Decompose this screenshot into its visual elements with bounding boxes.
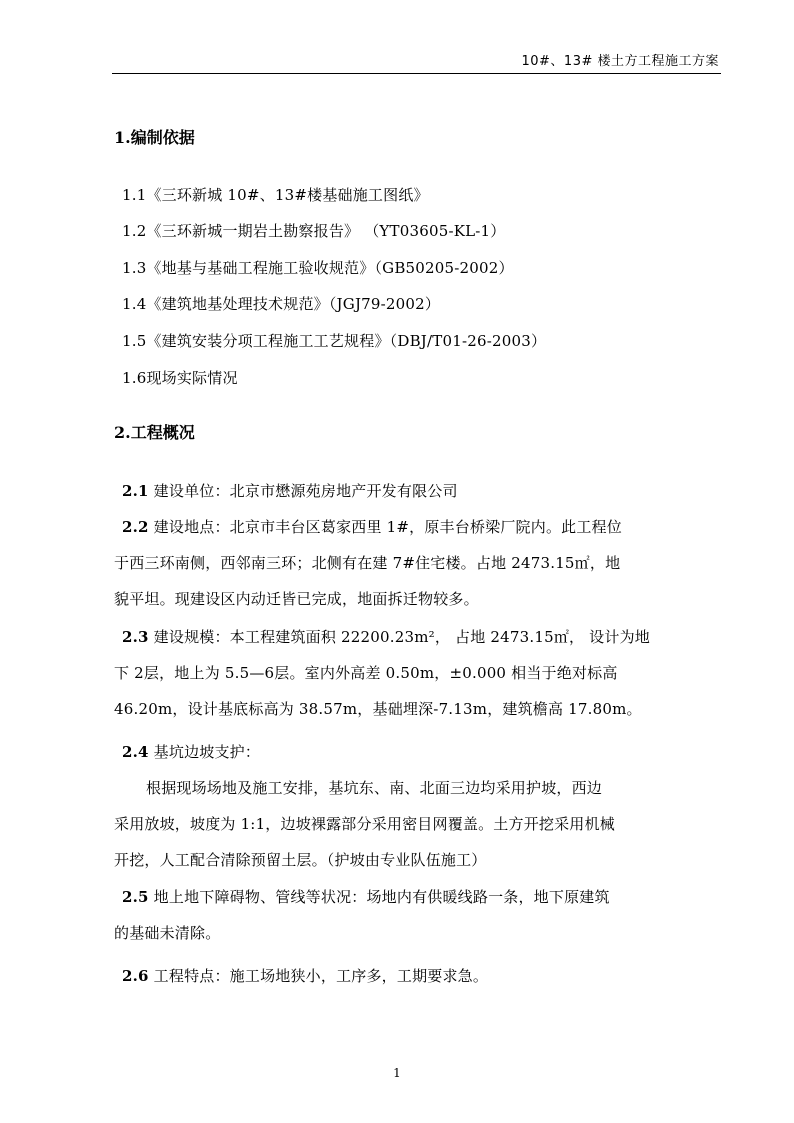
paragraph-2-4-line-2: 采用放坡，坡度为 1:1，边坡裸露部分采用密目网覆盖。土方开挖采用机械 <box>114 815 615 833</box>
paragraph-2-3-line-2: 下 2层，地上为 5.5—6层。室内外高差 0.50m，±0.000 相当于绝对标高 <box>114 664 618 682</box>
paragraph-2-5-line-2: 的基础未清除。 <box>114 924 221 942</box>
paragraph-number: 2.2 <box>122 518 149 536</box>
reference-item-2: 1.2《三环新城一期岩土勘察报告》 （YT03605-KL-1） <box>122 222 506 240</box>
paragraph-2-4-heading <box>122 741 260 762</box>
paragraph-text: 工程特点：施工场地狭小，工序多，工期要求急。 <box>148 967 489 985</box>
reference-item-6: 1.6现场实际情况 <box>122 369 238 387</box>
paragraph-number: 2.6 <box>122 967 149 985</box>
reference-item-4: 1.4《建筑地基处理技术规范》（JGJ79-2002） <box>122 295 441 313</box>
paragraph-text: 基坑边坡支护： <box>148 743 261 761</box>
paragraph-2-3-line-3: 46.20m，设计基底标高为 38.57m，基础埋深-7.13m，建筑檐高 17.80m。 <box>114 700 642 718</box>
header-rule <box>112 73 721 74</box>
paragraph-2-4-line-3: 开挖，人工配合清除预留土层。（护坡由专业队伍施工） <box>114 851 487 869</box>
page-number: 1 <box>393 1066 401 1080</box>
section-heading-2: 2.工程概况 <box>114 423 195 442</box>
paragraph-number: 2.1 <box>122 482 149 500</box>
paragraph-text: 建设单位：北京市懋源苑房地产开发有限公司 <box>148 482 458 500</box>
reference-item-5: 1.5《建筑安装分项工程施工工艺规程》（DBJ/T01-26-2003） <box>122 332 547 350</box>
paragraph-text: 建设地点：北京市丰台区葛家西里 1#，原丰台桥梁厂院内。此工程位 <box>148 518 622 536</box>
paragraph-number: 2.3 <box>122 628 149 646</box>
paragraph-2-4-line-1: 根据现场场地及施工安排，基坑东、南、北面三边均采用护坡，西边 <box>146 779 603 797</box>
section-heading-1: 1.编制依据 <box>114 128 195 147</box>
paragraph-number: 2.4 <box>122 743 149 761</box>
paragraph-text: 建设规模：本工程建筑面积 22200.23m²， 占地 2473.15㎡， 设计为地 <box>148 628 650 646</box>
paragraph-text: 地上地下障碍物、管线等状况：场地内有供暖线路一条，地下原建筑 <box>148 888 610 906</box>
paragraph-2-2-line-1 <box>122 516 622 537</box>
reference-item-1: 1.1《三环新城 10#、13#楼基础施工图纸》 <box>122 186 429 204</box>
paragraph-number: 2.5 <box>122 888 149 906</box>
paragraph-2-6 <box>122 965 488 986</box>
paragraph-2-2-line-3: 貌平坦。现建设区内动迁皆已完成，地面拆迁物较多。 <box>114 590 479 608</box>
paragraph-2-2-line-2: 于西三环南侧，西邻南三环；北侧有在建 7#住宅楼。占地 2473.15㎡，地 <box>114 554 621 572</box>
paragraph-2-3-line-1 <box>122 626 650 647</box>
reference-item-3: 1.3《地基与基础工程施工验收规范》（GB50205-2002） <box>122 259 514 277</box>
paragraph-2-5-line-1 <box>122 886 610 907</box>
header-title: 10#、13# 楼土方工程施工方案 <box>521 54 719 69</box>
paragraph-2-1 <box>122 480 458 501</box>
